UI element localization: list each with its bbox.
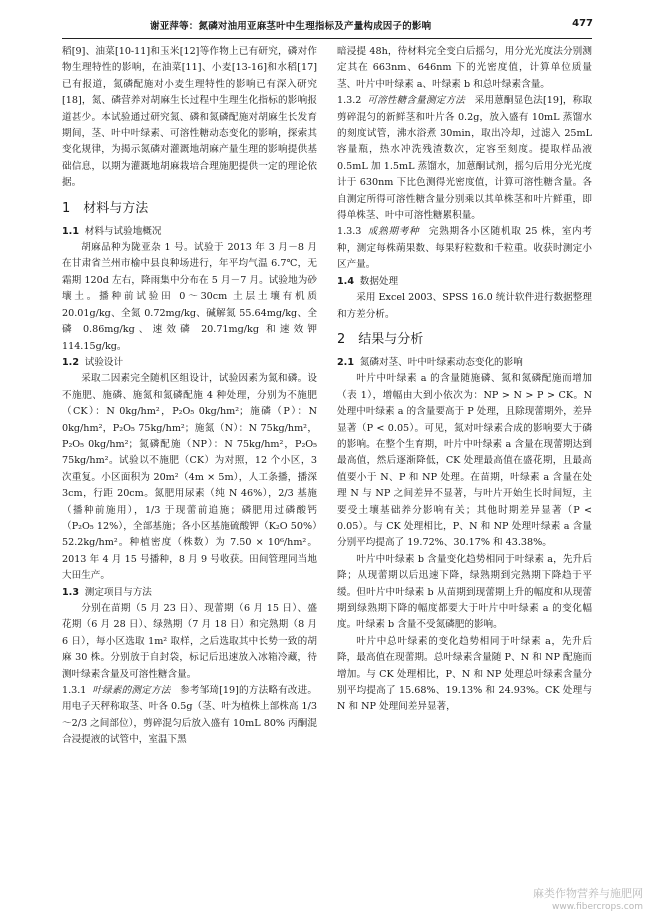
subsubsection-text: 参考邹琦[19]的方法略有改进。用电子天秤称取茎、叶各 0.5g（茎、叶为植株上部株高 1/3～2/3 之间部位），剪碎混匀后放入盛有 10mL 80% 丙酮混合浸提液的试管中，室温下黑 (62, 685, 318, 746)
header-rule (62, 38, 592, 39)
subsubsection-number: 1.3.3 (337, 226, 362, 238)
watermark-text: 麻类作物营养与施肥网 (533, 887, 643, 900)
watermark-url: www.fibercrops.com (552, 902, 643, 912)
subsubsection-text: 采用蒽酮显色法[19]，称取剪碎混匀的新鲜茎和叶片各 0.2g，放入盛有 10mL 蒸馏水的刻度试管，沸水浴煮 30min，取出冷却，过滤入 25mL 容量瓶，热水冲洗残渣数次，定容至刻度。提取样品液 0.5mL 加 1.5mL 蒸馏水，加蒽酮试剂，摇匀后用分光光度计于 630nm 下比色测得光密度值，计算可溶性糖含量。各自测定所得可溶性糖含量分别乘以其单株茎和叶片鲜重，即得单株茎、叶中可溶性糖累积量。 (337, 95, 592, 222)
subsection-number: 1.4 (337, 275, 354, 287)
result-paragraph-2: 叶片中叶绿素 b 含量变化趋势相同于叶绿素 a，先升后降；从现蕾期以后迅速下降，绿熟期到完熟期下降趋于平缓。但叶片中叶绿素 b 从苗期到现蕾期上升的幅度和从现蕾期到绿熟期下降的幅度都要大于叶片中叶绿素 a 的变化幅度。叶绿素 b 含量不受氮磷肥的影响。 (337, 553, 592, 631)
subsection-1-4-text: 采用 Excel 2003、SPSS 16.0 统计软件进行数据整理和方差分析。 (337, 292, 592, 320)
subsubsection-title: 可溶性糖含量测定方法 (367, 95, 466, 107)
subsection-number: 1.1 (62, 225, 79, 237)
subsubsection-text: 完熟期各小区随机取 25 株，室内考种，测定每株蒴果数、每果籽粒数和千粒重。收获时测定小区产量。 (337, 226, 592, 271)
running-title: 谢亚萍等：氮磷对油用亚麻茎叶中生理指标及产量构成因子的影响 (150, 21, 432, 32)
subsection-number: 1.3 (62, 586, 79, 598)
subsubsection-title: 叶绿素的测定方法 (92, 685, 171, 697)
subsection-1-3-2 (337, 93, 592, 224)
left-column (62, 44, 317, 749)
subsection-title: 氮磷对茎、叶中叶绿素动态变化的影响 (359, 356, 523, 368)
subsection-1-1-heading (62, 224, 317, 240)
page-number: 477 (572, 18, 593, 29)
section-2-heading: 2 结果与分析 (337, 331, 424, 347)
subsubsection-number: 1.3.2 (337, 95, 362, 107)
subsection-title: 材料与试验地概况 (84, 225, 162, 237)
right-column (337, 44, 592, 716)
result-paragraph-3: 叶片中总叶绿素的变化趋势相同于叶绿素 a，先升后降，最高值在现蕾期。总叶绿素含量随 P、N 和 NP 配施而增加。与 CK 处理相比，P、N 和 NP 处理总叶绿素含量分别平均提高了 15.68%、19.13% 和 24.93%。CK 处理与 N 和 NP 处理间差异显著， (337, 635, 592, 713)
subsection-title: 试验设计 (84, 356, 124, 368)
continued-paragraph: 暗浸提 48h，待材料完全变白后摇匀，用分光光度法分别测定其在 663nm、646nm 下的光密度值，计算单位质量茎、叶片中叶绿素 a、叶绿素 b 和总叶绿素含量。 (337, 46, 592, 90)
subsection-1-3-text: 分别在苗期（5 月 23 日）、现蕾期（6 月 15 日）、盛花期（6 月 28 日）、绿熟期（7 月 18 日）和完熟期（8 月 6 日），每小区选取 1m² 取样，之后选取其中长势一致的胡麻 30 株。分别放于自封袋，标记后迅速放入冰箱冷藏，待测叶绿素含量及可溶性糖含量。 (62, 603, 317, 680)
running-head (0, 18, 649, 34)
subsubsection-number: 1.3.1 (62, 685, 87, 697)
subsection-1-2-heading (62, 355, 317, 371)
subsection-2-1-heading (337, 355, 592, 371)
watermark (533, 887, 643, 913)
intro-paragraph: 稻[9]、油菜[10-11]和玉米[12]等作物上已有研究，磷对作物生理特性的影响，在油菜[11]、小麦[13-16]和水稻[17]已有报道，氮磷配施对小麦生理特性的影响已有深入研究[18]，氮、磷营养对胡麻生长过程中生理生化指标的影响报道甚少。本试验通过研究氮、磷和氮磷配施对胡麻生长发育期间，茎、叶中叶绿素、可溶性糖动态变化的影响，探索其变化规律，为揭示氮磷对灌溉地胡麻产量生理的影响提供基础信息，以期为灌溉地胡麻栽培合理施肥提供一定的理论依据。 (62, 46, 317, 189)
subsection-title: 数据处理 (359, 275, 399, 287)
subsection-1-2-text: 采取二因素完全随机区组设计，试验因素为氮和磷。设不施肥、施磷、施氮和氮磷配施 4 种处理，分别为不施肥（CK）：N 0kg/hm²，P₂O₅ 0kg/hm²；施磷（P）：N 0kg/hm²，P₂O₅ 75kg/hm²；施氮（N）：N 75kg/hm²，P₂O₅ 0kg/hm²；氮磷配施（NP）：N 75kg/hm²，P₂O₅ 75kg/hm²。试验以不施肥（CK）为对照，12 个小区，3 次重复。小区面积为 20m²（4m × 5m），人工条播，播深 3cm，行距 20cm。氮肥用尿素（纯 N 46%），2/3 基施（播种前施用），1/3 于现蕾前追施；磷肥用过磷酸钙（P₂O₅ 12%），全部基施；各小区基施硫酸钾（K₂O 50%）52.2kg/hm²。种植密度（株数）为 7.50 × 10⁶/hm²。2013 年 4 月 15 号播种，8 月 9 号收获。田间管理同当地大田生产。 (62, 373, 317, 582)
subsection-1-3-heading (62, 585, 317, 601)
subsection-1-1-text: 胡麻品种为陇亚杂 1 号。试验于 2013 年 3 月－8 月在甘肃省兰州市榆中县良种场进行，年平均气温 6.7℃，无霜期 120d 左右，降雨集中分布在 5 月－7 月。试验地为砂壤土。播种前试验田 0～30cm 土层土壤有机质 20.01g/kg、全氮 0.72mg/kg、碱解氮 55.64mg/kg、全磷 0.86mg/kg、速效磷 20.71mg/kg 和速效钾 114.15g/kg。 (62, 242, 317, 352)
subsection-title: 测定项目与方法 (84, 586, 152, 598)
subsection-1-3-1 (62, 683, 317, 749)
subsection-number: 2.1 (337, 356, 354, 368)
subsection-1-4-heading (337, 274, 592, 290)
subsection-1-3-3 (337, 224, 592, 273)
subsubsection-title: 成熟期考种 (367, 226, 420, 238)
section-1-heading: 1 材料与方法 (62, 200, 149, 216)
subsection-number: 1.2 (62, 356, 79, 368)
result-paragraph-1: 叶片中叶绿素 a 的含量随施磷、氮和氮磷配施而增加（表 1），增幅由大到小依次为：NP > N > P > CK。N 处理中叶绿素 a 的含量要高于 P 处理，且除现蕾期外，差异显著（P < 0.05）。可见，氮对叶绿素合成的影响要大于磷的影响。在整个生育期，叶片中叶绿素 a 含量在现蕾期达到最高值，然后逐渐降低，CK 处理最高值在盛花期，且最高值要小于 N、P 和 NP 处理。在苗期，叶绿素 a 含量在处理 N 与 NP 之间差异不显著，与叶片开始生长时间短，主要受土壤基础养分影响有关；其他时期差异显著（P < 0.05）。与 CK 处理相比，P、N 和 NP 处理叶绿素 a 含量分别平均提高了 19.72%、30.17% 和 43.38%。 (337, 373, 592, 549)
